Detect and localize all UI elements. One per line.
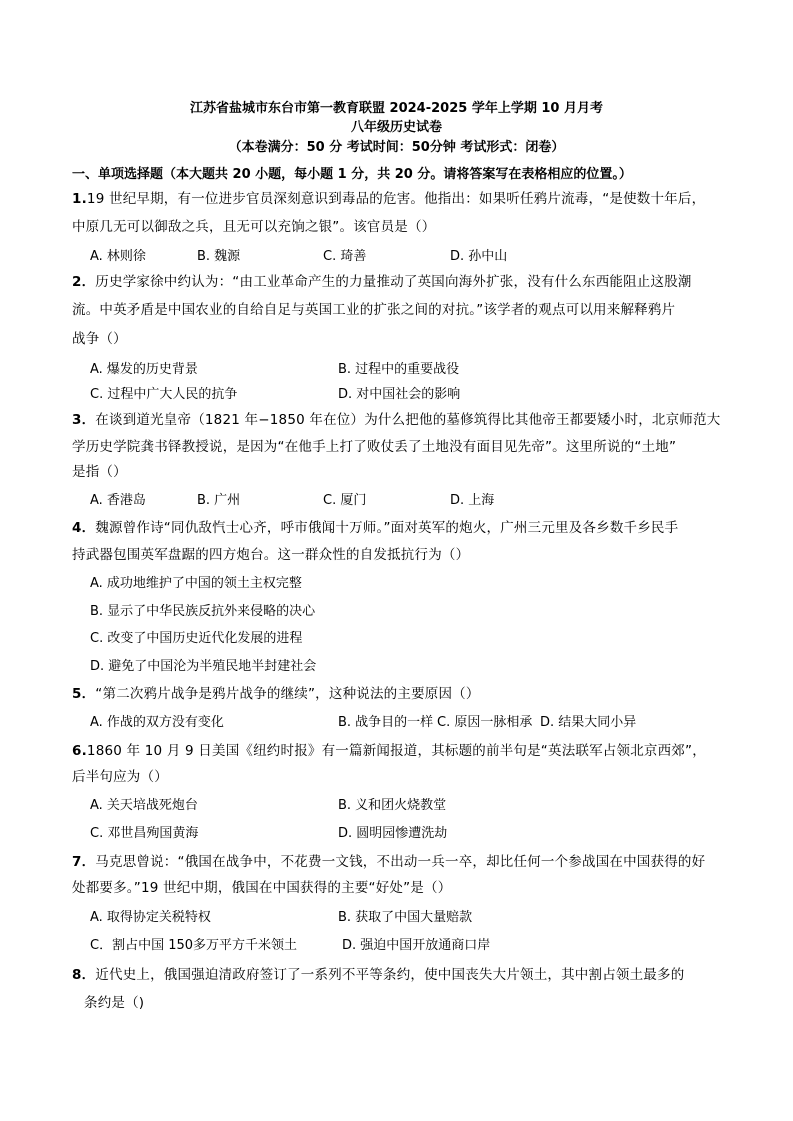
question-3-option-c: C. 厦门 <box>323 493 367 508</box>
question-4-option-d: D. 避免了中国沦为半殖民地半封建社会 <box>90 659 317 674</box>
question-3-line-2: 学历史学院龚书铎教授说，是因为“在他手上打了败仗丢了土地没有面目见先帝”。这里所说的“土地” <box>72 439 677 455</box>
question-4-option-b: B. 显示了中华民族反抗外来侵略的决心 <box>90 604 316 619</box>
question-7-option-d: D. 强迫中国开放通商口岸 <box>342 938 491 953</box>
question-2-option-d: D. 对中国社会的影响 <box>338 387 461 402</box>
question-1-line-1: 1.19 世纪早期，有一位进步官员深刻意识到毒品的危害。他指出：如果听任鸦片流毒，“是使数十年后， <box>72 191 706 207</box>
question-5-option-d: D. 结果大同小异 <box>540 715 637 730</box>
question-5-option-a: A. 作战的双方没有变化 <box>90 715 224 730</box>
question-6-option-d: D. 圆明园惨遭洗劫 <box>338 826 448 841</box>
question-7-option-a: A. 取得协定关税特权 <box>90 910 211 925</box>
question-3-line-3: 是指（） <box>72 464 127 480</box>
question-6-line-1: 6.1860 年 10 月 9 日美国《纽约时报》有一篇新闻报道，其标题的前半句是“英法联军占领北京西郊”， <box>72 743 706 759</box>
question-7-option-c: C．割占中国 150多万平方千米领土 <box>90 938 298 953</box>
question-6-option-c: C. 邓世昌殉国黄海 <box>90 826 199 841</box>
question-1-option-a: A. 林则徐 <box>90 249 146 264</box>
question-1-line-2: 中原几无可以御敌之兵，且无可以充饷之银”。该官员是（） <box>72 219 436 235</box>
question-4-line-1: 4．魏源曾作诗“同仇敌忾士心齐，呼市俄闻十万师。”面对英军的炮火，广州三元里及各乡数千乡民手 <box>72 520 679 536</box>
question-2-line-1: 2．历史学家徐中约认为：“由工业革命产生的力量推动了英国向海外扩张，没有什么东西能阻止这股潮 <box>72 274 692 290</box>
question-6-option-a: A. 关天培战死炮台 <box>90 798 198 813</box>
exam-info: （本卷满分：50 分 考试时间：50分钟 考试形式：闭卷） <box>228 140 565 155</box>
question-6-option-b: B. 义和团火烧教堂 <box>338 798 447 813</box>
question-8-line-2: 条约是（) <box>84 995 145 1011</box>
question-7-option-b: B. 获取了中国大量赔款 <box>338 910 473 925</box>
question-3-option-d: D. 上海 <box>450 493 495 508</box>
section-heading: 一、单项选择题（本大题共 20 小题，每小题 1 分，共 20 分。请将答案写在表格相应的位置。） <box>72 167 632 182</box>
question-2-line-2: 流。中英矛盾是中国农业的自给自足与英国工业的扩张之间的对抗。”该学者的观点可以用来解释鸦片 <box>72 302 676 318</box>
question-5-option-c: C. 原因一脉相承 <box>437 715 533 730</box>
question-5-line-1: 5．“第二次鸦片战争是鸦片战争的继续”，这种说法的主要原因（） <box>72 686 480 702</box>
question-7-line-1: 7．马克思曾说：“俄国在战争中，不花费一文钱，不出动一兵一卒，却比任何一个参战国在中国获得的好 <box>72 854 706 870</box>
question-2-option-a: A. 爆发的历史背景 <box>90 362 198 377</box>
question-1-option-d: D. 孙中山 <box>450 249 508 264</box>
question-3-line-1: 3．在谈到道光皇帝（1821 年−1850 年在位）为什么把他的墓修筑得比其他帝王都要矮小时，北京师范大 <box>72 412 721 428</box>
question-6-line-2: 后半句应为（） <box>72 769 168 785</box>
question-8-line-1: 8．近代史上，俄国强迫清政府签订了一系列不平等条约，使中国丧失大片领土，其中割占领土最多的 <box>72 967 685 983</box>
question-2-option-b: B. 过程中的重要战役 <box>338 362 460 377</box>
question-1-option-b: B. 魏源 <box>197 249 241 264</box>
question-1-option-c: C. 琦善 <box>323 249 367 264</box>
exam-subtitle: 八年级历史试卷 <box>350 120 442 135</box>
question-4-line-2: 持武器包围英军盘踞的四方炮台。这一群众性的自发抵抗行为（） <box>72 547 470 563</box>
question-4-option-c: C. 改变了中国历史近代化发展的进程 <box>90 631 303 646</box>
question-5-option-b: B. 战争目的一样 <box>338 715 434 730</box>
question-2-line-3: 战争（） <box>72 331 127 347</box>
question-3-option-b: B. 广州 <box>197 493 241 508</box>
question-2-option-c: C. 过程中广大人民的抗争 <box>90 387 238 402</box>
question-7-line-2: 处都要多。”19 世纪中期，俄国在中国获得的主要“好处”是（） <box>72 880 452 896</box>
exam-title: 江苏省盐城市东台市第一教育联盟 2024-2025 学年上学期 10 月月考 <box>190 101 603 116</box>
question-4-option-a: A. 成功地维护了中国的领土主权完整 <box>90 576 302 591</box>
question-3-option-a: A. 香港岛 <box>90 493 146 508</box>
